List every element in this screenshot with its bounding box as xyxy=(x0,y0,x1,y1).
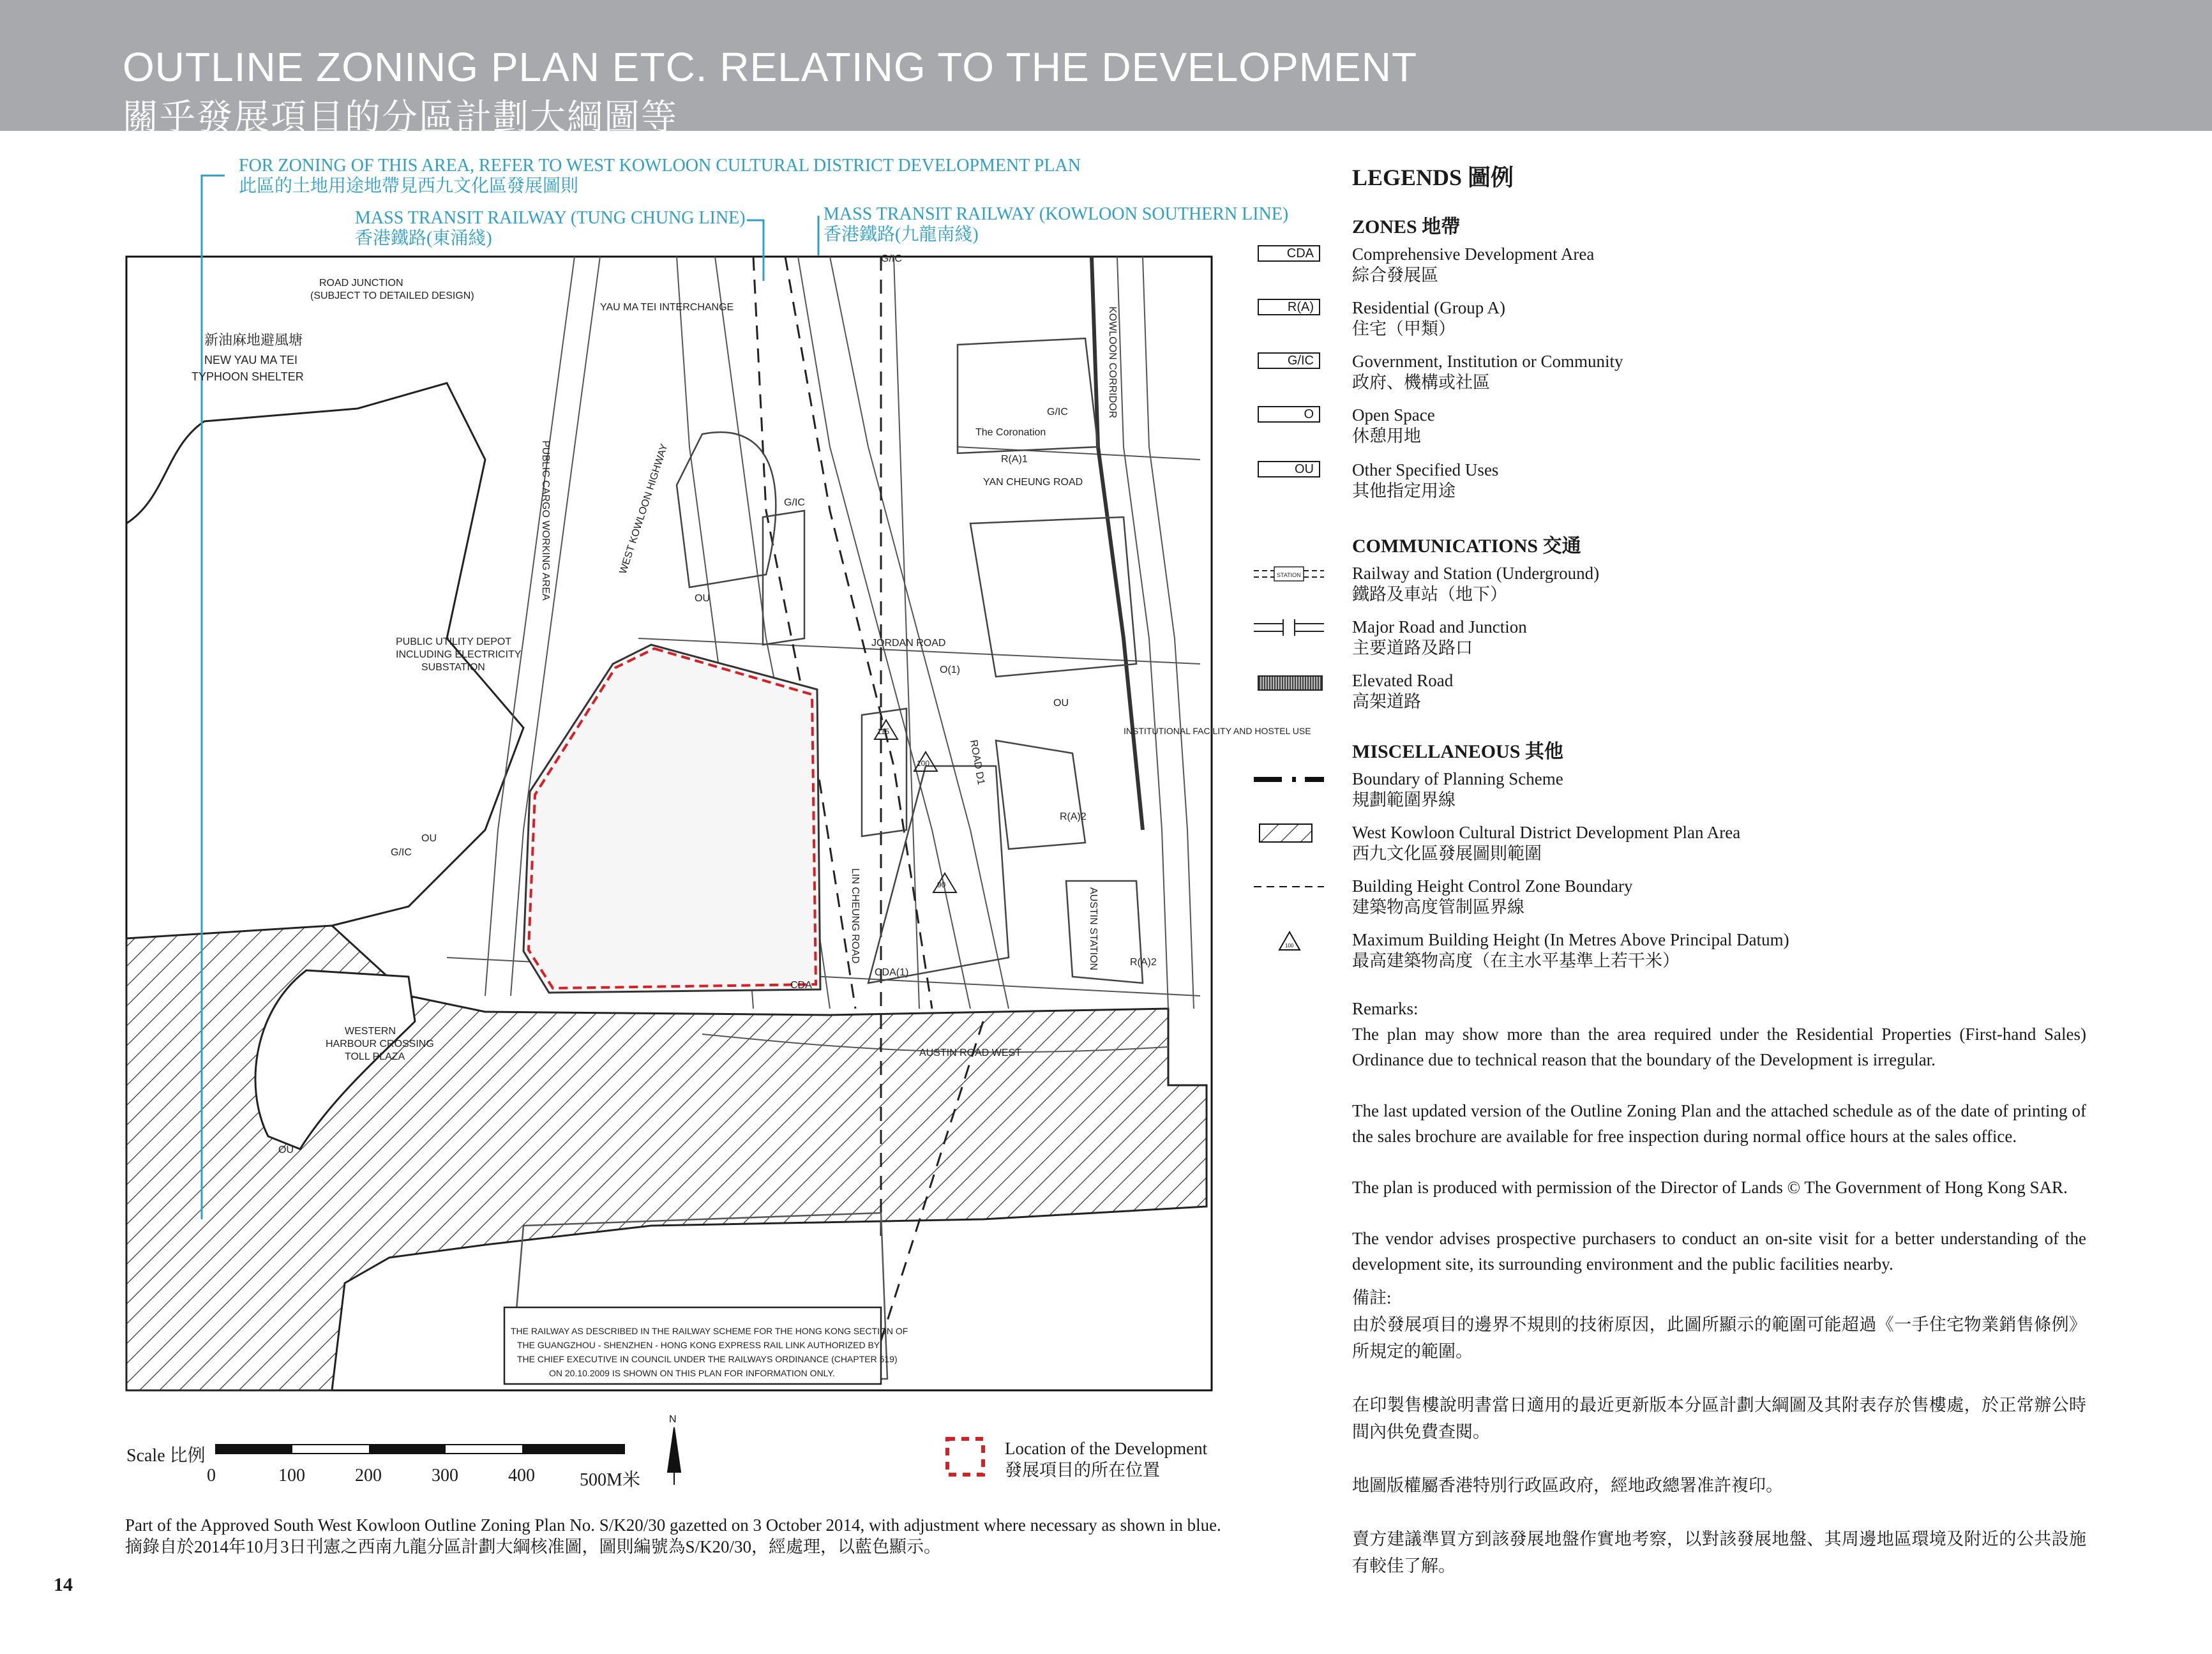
legend-max-height xyxy=(1285,929,2099,972)
height-115-label: 115 xyxy=(877,727,890,736)
legend-wkcd-area-en: West Kowloon Cultural District Development Plan Area xyxy=(1352,823,1741,842)
railway-note-2: THE GUANGZHOU - SHENZHEN - HONG KONG EXPRESS RAIL LINK AUTHORIZED BY xyxy=(517,1340,880,1350)
legend-zone-gic-zh: 政府、機構或社區 xyxy=(1352,373,1490,392)
legend-wkcd-area xyxy=(1352,822,2099,864)
zone-gic-label-4: G/IC xyxy=(391,847,412,858)
legend-zone-cda-en: Comprehensive Development Area xyxy=(1352,244,1595,264)
ksl-note-zh: 香港鐵路(九龍南綫) xyxy=(824,225,979,244)
legend-height-boundary-en: Building Height Control Zone Boundary xyxy=(1352,876,1633,896)
legend-zone-o-en: Open Space xyxy=(1352,405,1435,425)
remarks-title-en: Remarks: xyxy=(1352,999,1418,1018)
scale-tick-100: 100 xyxy=(278,1466,305,1485)
wkcd-hatch-icon xyxy=(1259,823,1321,840)
cda-symbol: CDA xyxy=(1258,245,1320,262)
ra-symbol: R(A) xyxy=(1258,299,1320,315)
legend-planning-boundary-en: Boundary of Planning Scheme xyxy=(1352,769,1563,788)
page-title: OUTLINE ZONING PLAN ETC. RELATING TO THE DEVELOPMENT xyxy=(123,44,1418,90)
wkcd-note-zh: 此區的土地用途地帶見西九文化區發展圖則 xyxy=(239,176,579,196)
legend-zone-ra-zh: 住宅（甲類） xyxy=(1352,319,1456,338)
road-junction-label: ROAD JUNCTION xyxy=(319,278,403,289)
height-boundary-icon xyxy=(1254,877,1316,894)
height-90-label: 90 xyxy=(937,880,946,889)
ou-symbol: OU xyxy=(1258,461,1320,477)
legend-zone-ra xyxy=(1287,297,2099,340)
north-label: N xyxy=(669,1414,677,1425)
toll-label-2: HARBOUR CROSSING xyxy=(326,1039,434,1049)
scale-seg-3 xyxy=(369,1445,446,1454)
highway-label: WEST KOWLOON HIGHWAY xyxy=(617,442,670,576)
depot-label-3: SUBSTATION xyxy=(421,662,485,673)
zone-ra2-label-1: R(A)2 xyxy=(1060,811,1087,822)
road-d1-label: ROAD D1 xyxy=(968,739,987,786)
hostel-label: INSTITUTIONAL FACILITY AND HOSTEL USE xyxy=(1124,726,1311,736)
zone-cda-label: CDA xyxy=(790,980,812,991)
zone-ou-label-1: OU xyxy=(695,593,710,604)
zone-ra1-label: R(A)1 xyxy=(1001,454,1028,465)
austin-station-label: AUSTIN STATION xyxy=(1088,887,1099,971)
major-road-icon xyxy=(1254,618,1316,635)
depot-label-1: PUBLIC UTILITY DEPOT xyxy=(396,636,512,647)
tcl-note-zh: 香港鐵路(東涌綫) xyxy=(355,229,492,248)
remarks-title-zh: 備註: xyxy=(1352,1288,1392,1307)
legend-height-boundary-zh: 建築物高度管制區界線 xyxy=(1352,898,1524,917)
planning-boundary-icon xyxy=(1254,770,1316,786)
zone-gic-label-3: G/IC xyxy=(1047,407,1068,417)
austin-road-west-label: AUSTIN ROAD WEST xyxy=(919,1048,1022,1058)
wkcd-note-en: FOR ZONING OF THIS AREA, REFER TO WEST KOWLOON CULTURAL DISTRICT DEVELOPMENT PLAN xyxy=(239,156,1081,176)
legend-max-height-zh: 最高建築物高度（在主水平基準上若干米） xyxy=(1352,951,1680,970)
scale-bar xyxy=(216,1445,624,1454)
legend-major-road-en: Major Road and Junction xyxy=(1352,617,1527,636)
remark-zh-4: 賣方建議準買方到該發展地盤作實地考察，以對該發展地盤、其周邊地區環境及附近的公共設施有較佳了解。 xyxy=(1352,1530,2086,1575)
page-number: 14 xyxy=(54,1574,73,1595)
legend-zone-cda-zh: 綜合發展區 xyxy=(1352,266,1438,285)
scale-seg-5 xyxy=(522,1445,624,1454)
legend-zone-gic xyxy=(1287,351,2099,393)
railway-station-icon xyxy=(1254,564,1316,581)
zone-ou-label-4: OU xyxy=(1053,698,1069,709)
toll-label-3: TOLL PLAZA xyxy=(345,1051,405,1062)
legend-zones-title: ZONES 地帶 xyxy=(1352,216,1461,237)
scale-tick-400: 400 xyxy=(508,1466,535,1485)
max-height-triangle-icon xyxy=(1277,928,1339,949)
zone-cda1-label: CDA(1) xyxy=(875,967,909,978)
legend-major-road-zh: 主要道路及路口 xyxy=(1352,638,1473,658)
map-source-note xyxy=(125,1514,1221,1558)
legend-elevated-road-en: Elevated Road xyxy=(1352,671,1454,690)
map-source-zh: 摘錄自於2014年10月3日刊憲之西南九龍分區計劃大綱核准圖，圖則編號為S/K20/30，經處理，以藍色顯示。 xyxy=(125,1537,942,1556)
scale-tick-0: 0 xyxy=(207,1466,216,1485)
railway-note-1: THE RAILWAY AS DESCRIBED IN THE RAILWAY SCHEME FOR THE HONG KONG SECTION OF xyxy=(511,1326,908,1336)
yan-cheung-label: YAN CHEUNG ROAD xyxy=(983,477,1083,488)
legend-zone-cda xyxy=(1286,244,2099,286)
scale-tick-300: 300 xyxy=(432,1466,458,1485)
max-height-icon-text: 100 xyxy=(1285,943,1294,949)
map-source-en: Part of the Approved South West Kowloon Outline Zoning Plan No. S/K20/30 gazetted on 3 October 2014, with adjustment where necessary as shown in blue. xyxy=(125,1515,1221,1535)
scale-label: Scale 比例 xyxy=(126,1446,206,1466)
zone-gic-label-1: G/IC xyxy=(881,253,902,264)
gic-symbol: G/IC xyxy=(1258,352,1320,369)
kowloon-corridor-label: KOWLOON CORRIDOR xyxy=(1107,306,1118,419)
scale-seg-1 xyxy=(216,1445,292,1454)
remark-zh-2: 在印製售樓說明書當日適用的最近更新版本分區計劃大綱圖及其附表存於售樓處，於正常辦公時間內供免費查閱。 xyxy=(1352,1395,2086,1441)
legend-planning-boundary xyxy=(1352,769,2099,811)
legend-title: LEGENDS 圖例 xyxy=(1352,165,1514,190)
legend-elevated-road xyxy=(1352,670,2099,712)
railway-note-4: ON 20.10.2009 IS SHOWN ON THIS PLAN FOR INFORMATION ONLY. xyxy=(549,1368,835,1378)
road-junction-note: (SUBJECT TO DETAILED DESIGN) xyxy=(310,290,474,301)
legend-wkcd-area-zh: 西九文化區發展圖則範圍 xyxy=(1352,844,1542,863)
remark-en-2: The last updated version of the Outline Zoning Plan and the attached schedule as of the date of printing of the sales brochure are available for free inspection during normal office hours at the sales office. xyxy=(1352,1101,2086,1146)
zone-ou-label-2: OU xyxy=(421,833,437,844)
scale-tick-500: 500M米 xyxy=(580,1470,640,1490)
remark-en-1: The plan may show more than the area required under the Residential Properties (First-hand Sales) Ordinance due to technical reason that the boundary of the Development is irregular. xyxy=(1352,1025,2086,1069)
location-key-zh: 發展項目的所在位置 xyxy=(1005,1461,1160,1480)
zone-ou-label-3: OU xyxy=(278,1145,294,1155)
coronation-label: The Coronation xyxy=(975,427,1046,438)
legend-zone-ou xyxy=(1295,460,2099,502)
legend-railway-zh: 鐵路及車站（地下） xyxy=(1352,585,1507,604)
remarks-zh xyxy=(1352,1284,2086,1579)
interchange-label: YAU MA TEI INTERCHANGE xyxy=(600,302,734,313)
remark-zh-3: 地圖版權屬香港特別行政區政府，經地政總署准許複印。 xyxy=(1352,1476,1783,1495)
legend-zone-ou-en: Other Specified Uses xyxy=(1352,460,1499,479)
elevated-road-icon xyxy=(1258,675,1323,691)
legend-zone-ou-zh: 其他指定用途 xyxy=(1352,481,1456,500)
cargo-label: PUBLIC CARGO WORKING AREA xyxy=(540,440,551,601)
legend-comm-title: COMMUNICATIONS 交通 xyxy=(1352,536,1581,557)
legend-height-boundary xyxy=(1352,876,2099,918)
depot-label-2: INCLUDING ELECTRICITY xyxy=(396,649,522,660)
typhoon-shelter-zh: 新油麻地避風塘 xyxy=(204,332,303,348)
page-title-chinese: 關乎發展項目的分區計劃大綱圖等 xyxy=(123,97,678,139)
legend-zone-ra-en: Residential (Group A) xyxy=(1352,298,1505,317)
typhoon-shelter-en2: TYPHOON SHELTER xyxy=(192,370,304,383)
legend-major-road xyxy=(1352,617,2099,659)
remark-zh-1: 由於發展項目的邊界不規則的技術原因，此圖所顯示的範圍可能超過《一手住宅物業銷售條例》所規定的範圍。 xyxy=(1352,1315,2086,1361)
legend-railway-en: Railway and Station (Underground) xyxy=(1352,564,1600,583)
legend-max-height-en: Maximum Building Height (In Metres Above Principal Datum) xyxy=(1352,930,1789,949)
tcl-note-en: MASS TRANSIT RAILWAY (TUNG CHUNG LINE) xyxy=(355,208,746,228)
legend-planning-boundary-zh: 規劃範圍界線 xyxy=(1352,790,1456,809)
zone-ra2-label-2: R(A)2 xyxy=(1130,957,1157,968)
ksl-note-en: MASS TRANSIT RAILWAY (KOWLOON SOUTHERN LINE) xyxy=(824,204,1289,224)
scale-tick-200: 200 xyxy=(355,1466,382,1485)
remark-en-4: The vendor advises prospective purchasers to conduct an on-site visit for a better understanding of the development site, its surrounding environment and the public facilities nearby. xyxy=(1352,1229,2086,1274)
remark-en-3: The plan is produced with permission of the Director of Lands © The Government of Hong Kong SAR. xyxy=(1352,1178,2068,1197)
location-key-icon xyxy=(947,1439,983,1475)
remarks-en xyxy=(1352,996,2086,1277)
legend-elevated-road-zh: 高架道路 xyxy=(1352,692,1421,711)
lin-cheung-label: LIN CHEUNG ROAD xyxy=(850,868,861,964)
jordan-road-label: JORDAN ROAD xyxy=(871,638,946,649)
legend-railway xyxy=(1277,563,2099,605)
railway-note-3: THE CHIEF EXECUTIVE IN COUNCIL UNDER THE RAILWAYS ORDINANCE (CHAPTER 519) xyxy=(517,1354,898,1364)
legend-misc-title: MISCELLANEOUS 其他 xyxy=(1352,741,1563,762)
toll-label-1: WESTERN xyxy=(345,1026,396,1037)
height-100-label: 100 xyxy=(917,759,930,768)
location-key xyxy=(1005,1438,1207,1481)
zone-gic-label-2: G/IC xyxy=(784,497,805,508)
o-symbol: O xyxy=(1258,406,1320,423)
typhoon-shelter-en1: NEW YAU MA TEI xyxy=(204,354,298,366)
north-arrow-icon xyxy=(668,1414,681,1485)
legend-zone-gic-en: Government, Institution or Community xyxy=(1352,352,1623,371)
zone-o1-label: O(1) xyxy=(940,665,960,675)
legend-zone-o-zh: 休憩用地 xyxy=(1352,426,1421,446)
railway-station-icon-text: STATION xyxy=(1277,572,1301,578)
location-key-en: Location of the Development xyxy=(1005,1439,1208,1458)
legend-zone-o xyxy=(1304,405,2099,447)
